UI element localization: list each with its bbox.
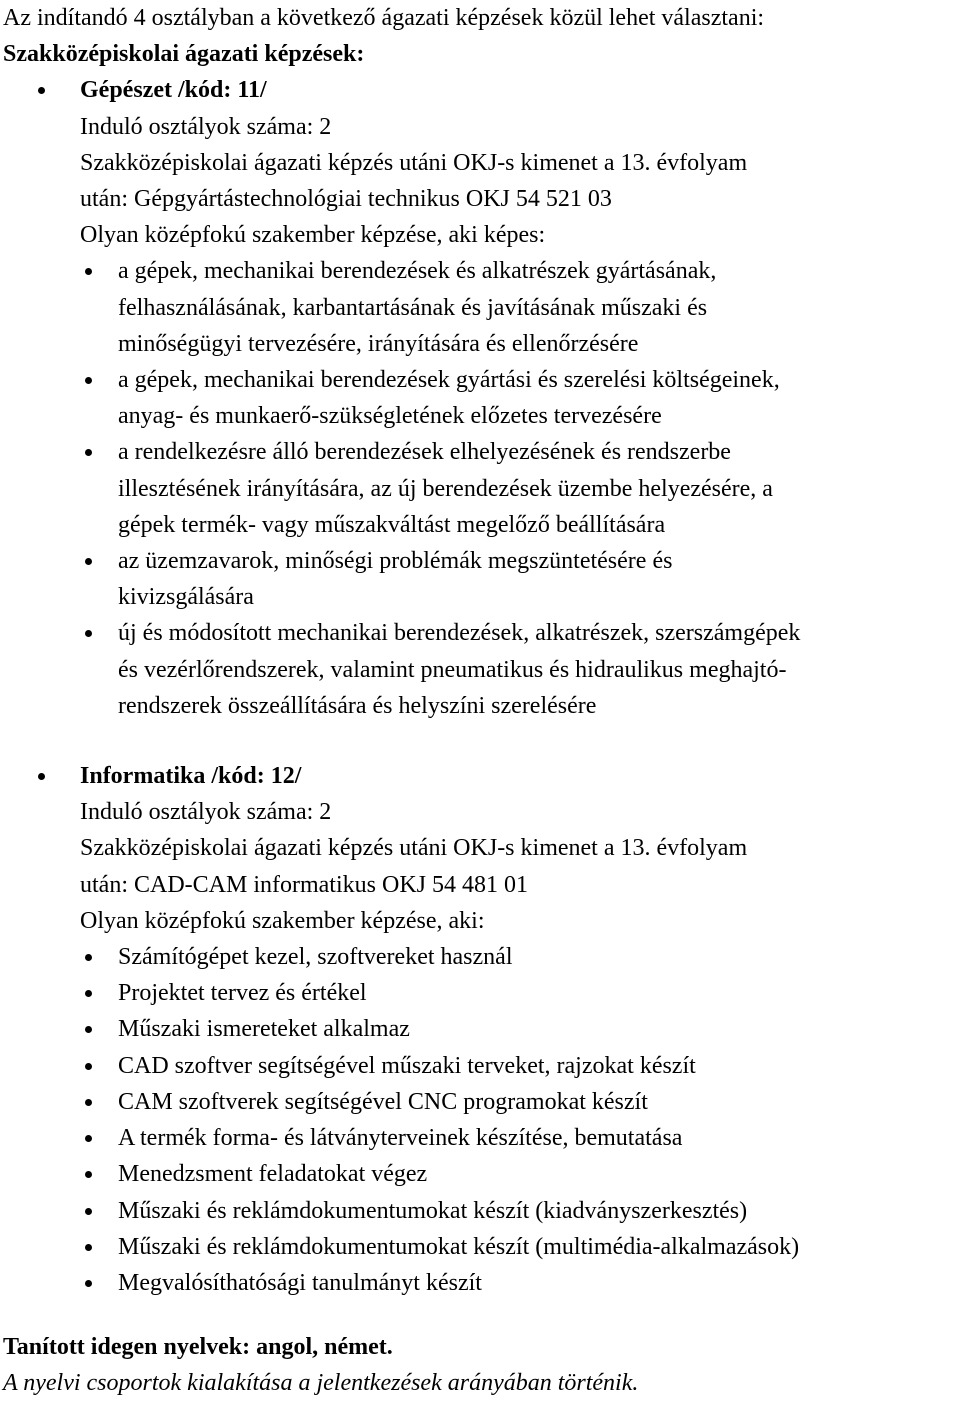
list-item-line: Műszaki és reklámdokumentumokat készít (multimédia-alkalmazások) [118, 1233, 800, 1260]
program-title: Gépészet /kód: 11/ [80, 77, 267, 104]
list-item [80, 543, 958, 615]
program-title: Informatika /kód: 12/ [80, 763, 302, 790]
list-item [80, 1011, 958, 1047]
spacer [3, 724, 958, 758]
program-outcome-line1: Szakközépiskolai ágazati képzés utáni OKJ-s kimenet a 13. évfolyam [80, 835, 748, 862]
bullet-icon [38, 87, 45, 94]
list-item [80, 975, 958, 1011]
list-item [80, 1156, 958, 1192]
document-page [3, 0, 958, 1402]
bullet-icon [85, 990, 92, 997]
list-item [80, 362, 958, 434]
bullet-icon [85, 377, 92, 384]
bullet-icon [85, 558, 92, 565]
list-item-line: Megvalósíthatósági tanulmányt készít [118, 1269, 482, 1296]
program-intro: Olyan középfokú szakember képzése, aki: [80, 907, 485, 934]
list-item [80, 1193, 958, 1229]
program-intro: Olyan középfokú szakember képzése, aki képes: [80, 222, 546, 249]
bullet-icon [85, 1208, 92, 1215]
list-item [80, 939, 958, 975]
program-classes: Induló osztályok száma: 2 [80, 113, 332, 140]
list-item-line: anyag- és munkaerő-szükségletének előzetes tervezésére [118, 403, 662, 430]
list-item [80, 253, 958, 362]
program-outcome-line2: után: CAD-CAM informatikus OKJ 54 481 01 [80, 871, 528, 898]
list-item [80, 434, 958, 543]
list-item-line: A termék forma- és látványterveinek készítése, bemutatása [118, 1125, 683, 1152]
bullet-icon [85, 1280, 92, 1287]
list-item [80, 1120, 958, 1156]
bullet-icon [85, 1135, 92, 1142]
list-item [80, 1229, 958, 1265]
list-item-line: a gépek, mechanikai berendezések és alkatrészek gyártásának, [118, 258, 717, 285]
groups-note: A nyelvi csoportok kialakítása a jelentkezések arányában történik. [3, 1370, 639, 1397]
list-item-line: és vezérlőrendszerek, valamint pneumatikus és hidraulikus meghajtó- [118, 656, 787, 683]
bullet-icon [85, 954, 92, 961]
list-item-line: felhasználásának, karbantartásának és javításának műszaki és [118, 294, 708, 321]
list-item [80, 615, 958, 724]
list-item-line: Számítógépet kezel, szoftvereket használ [118, 944, 513, 971]
bullet-icon [85, 449, 92, 456]
bullet-icon [38, 773, 45, 780]
intro-text: Az indítandó 4 osztályban a következő ágazati képzések közül lehet választani: [3, 5, 765, 31]
list-item [80, 1265, 958, 1301]
bullet-icon [85, 630, 92, 637]
list-item-line: CAD szoftver segítségével műszaki terveket, rajzokat készít [118, 1052, 696, 1079]
program-informatika [3, 758, 958, 1301]
bullet-icon [85, 1026, 92, 1033]
list-item-line: Műszaki és reklámdokumentumokat készít (kiadványszerkesztés) [118, 1197, 748, 1224]
languages-text: Tanított idegen nyelvek: angol, német. [3, 1334, 393, 1361]
list-item-line: CAM szoftverek segítségével CNC programokat készít [118, 1088, 648, 1115]
bullet-icon [85, 1244, 92, 1251]
bullet-icon [85, 268, 92, 275]
list-item-line: gépek termék- vagy műszakváltást megelőző beállítására [118, 511, 666, 538]
list-item-line: Projektet tervez és értékel [118, 980, 367, 1007]
list-item [80, 1048, 958, 1084]
bullet-icon [85, 1099, 92, 1106]
list-item-line: Menedzsment feladatokat végez [118, 1161, 428, 1188]
program-gepeszet [3, 72, 958, 724]
section-heading: Szakközépiskolai ágazati képzések: [3, 41, 365, 68]
list-item-line: a rendelkezésre álló berendezések elhelyezésének és rendszerbe [118, 439, 731, 466]
list-item-line: új és módosított mechanikai berendezések, alkatrészek, szerszámgépek [118, 620, 801, 647]
list-item-line: az üzemzavarok, minőségi problémák megszüntetésére és [118, 548, 673, 575]
list-item-line: rendszerek összeállítására és helyszíni szerelésére [118, 692, 597, 719]
list-item-line: illesztésének irányítására, az új berendezések üzembe helyezésére, a [118, 475, 773, 502]
list-item-line: minőségügyi tervezésére, irányítására és ellenőrzésére [118, 330, 639, 357]
program-outcome-line2: után: Gépgyártástechnológiai technikus OKJ 54 521 03 [80, 186, 612, 213]
program-outcome-line1: Szakközépiskolai ágazati képzés utáni OKJ-s kimenet a 13. évfolyam [80, 149, 748, 176]
list-item-line: Műszaki ismereteket alkalmaz [118, 1016, 410, 1043]
bullet-icon [85, 1063, 92, 1070]
bullet-icon [85, 1171, 92, 1178]
list-item [80, 1084, 958, 1120]
program-classes: Induló osztályok száma: 2 [80, 799, 332, 826]
list-item-line: kivizsgálására [118, 584, 254, 611]
spacer [3, 1301, 958, 1329]
list-item-line: a gépek, mechanikai berendezések gyártási és szerelési költségeinek, [118, 367, 780, 394]
